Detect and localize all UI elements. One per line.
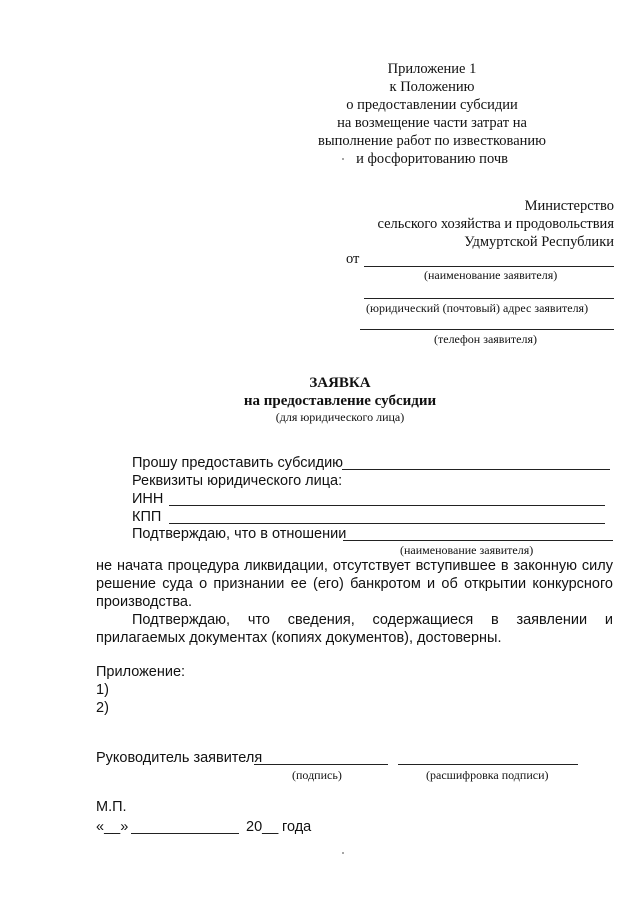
inn-label: ИНН [132,491,164,507]
confirm-applicant-field[interactable] [343,540,613,541]
attachment-item: 1) [96,682,109,698]
scan-dot [342,852,344,854]
signature-decode-field[interactable] [398,764,578,765]
signature-hint: (подпись) [292,768,342,782]
reliability-paragraph [96,611,613,647]
reliability-text: Подтверждаю, что сведения, содержащиеся в заявлении и прилагаемых документах (копиях документов), достоверны. [96,612,613,646]
phone-field[interactable] [360,329,614,330]
appendix-line: к Положению [389,79,475,95]
appendix-line: и фосфоритованию почв [356,151,508,167]
signature-decode-hint: (расшифровка подписи) [426,768,549,782]
page-subtitle: на предоставление субсидии [243,393,437,409]
date-month-field[interactable] [131,833,239,834]
signature-label: Руководитель заявителя [96,750,263,766]
addressee-line: Министерство [524,198,614,214]
stamp-label: М.П. [96,799,127,815]
appendix-line: выполнение работ по известкованию [318,133,546,149]
appendix-line: Приложение 1 [387,61,477,77]
attachment-item: 2) [96,700,109,716]
date-day[interactable]: «__» [96,819,129,835]
addressee-block [377,197,614,251]
kpp-label: КПП [132,509,162,525]
liquidation-paragraph: не начата процедура ликвидации, отсутствует вступившее в законную силу решение суда о признании ее (его) банкротом и об открытии конкурсного производства. [96,558,613,610]
page-title: ЗАЯВКА [309,375,371,391]
from-prefix: от [346,251,360,267]
addressee-line: сельского хозяйства и продовольствия [377,216,614,232]
signature-field[interactable] [254,764,388,765]
kpp-field[interactable] [169,523,605,524]
inn-field[interactable] [169,505,605,506]
confirm-hint: (наименование заявителя) [400,543,534,557]
scan-dot [342,158,344,160]
applicant-name-field[interactable] [364,266,614,267]
confirm-label: Подтверждаю, что в отношении [132,526,347,542]
requisites-label: Реквизиты юридического лица: [132,473,343,489]
phone-hint: (телефон заявителя) [434,332,537,346]
applicant-name-hint: (наименование заявителя) [424,268,558,282]
appendix-line: о предоставлении субсидии [346,97,518,113]
address-hint: (юридический (почтовый) адрес заявителя) [366,301,589,315]
address-field[interactable] [364,298,614,299]
date-year-suffix: года [282,819,312,835]
title-note: (для юридического лица) [275,410,405,424]
request-label: Прошу предоставить субсидию [132,455,344,471]
appendix-block [318,60,546,168]
date-year[interactable]: 20__ [246,819,279,835]
subsidy-amount-field[interactable] [342,469,610,470]
addressee-line: Удмуртской Республики [464,234,614,250]
attachments-label: Приложение: [96,664,186,680]
appendix-line: на возмещение части затрат на [337,115,527,131]
title-block [200,374,480,424]
